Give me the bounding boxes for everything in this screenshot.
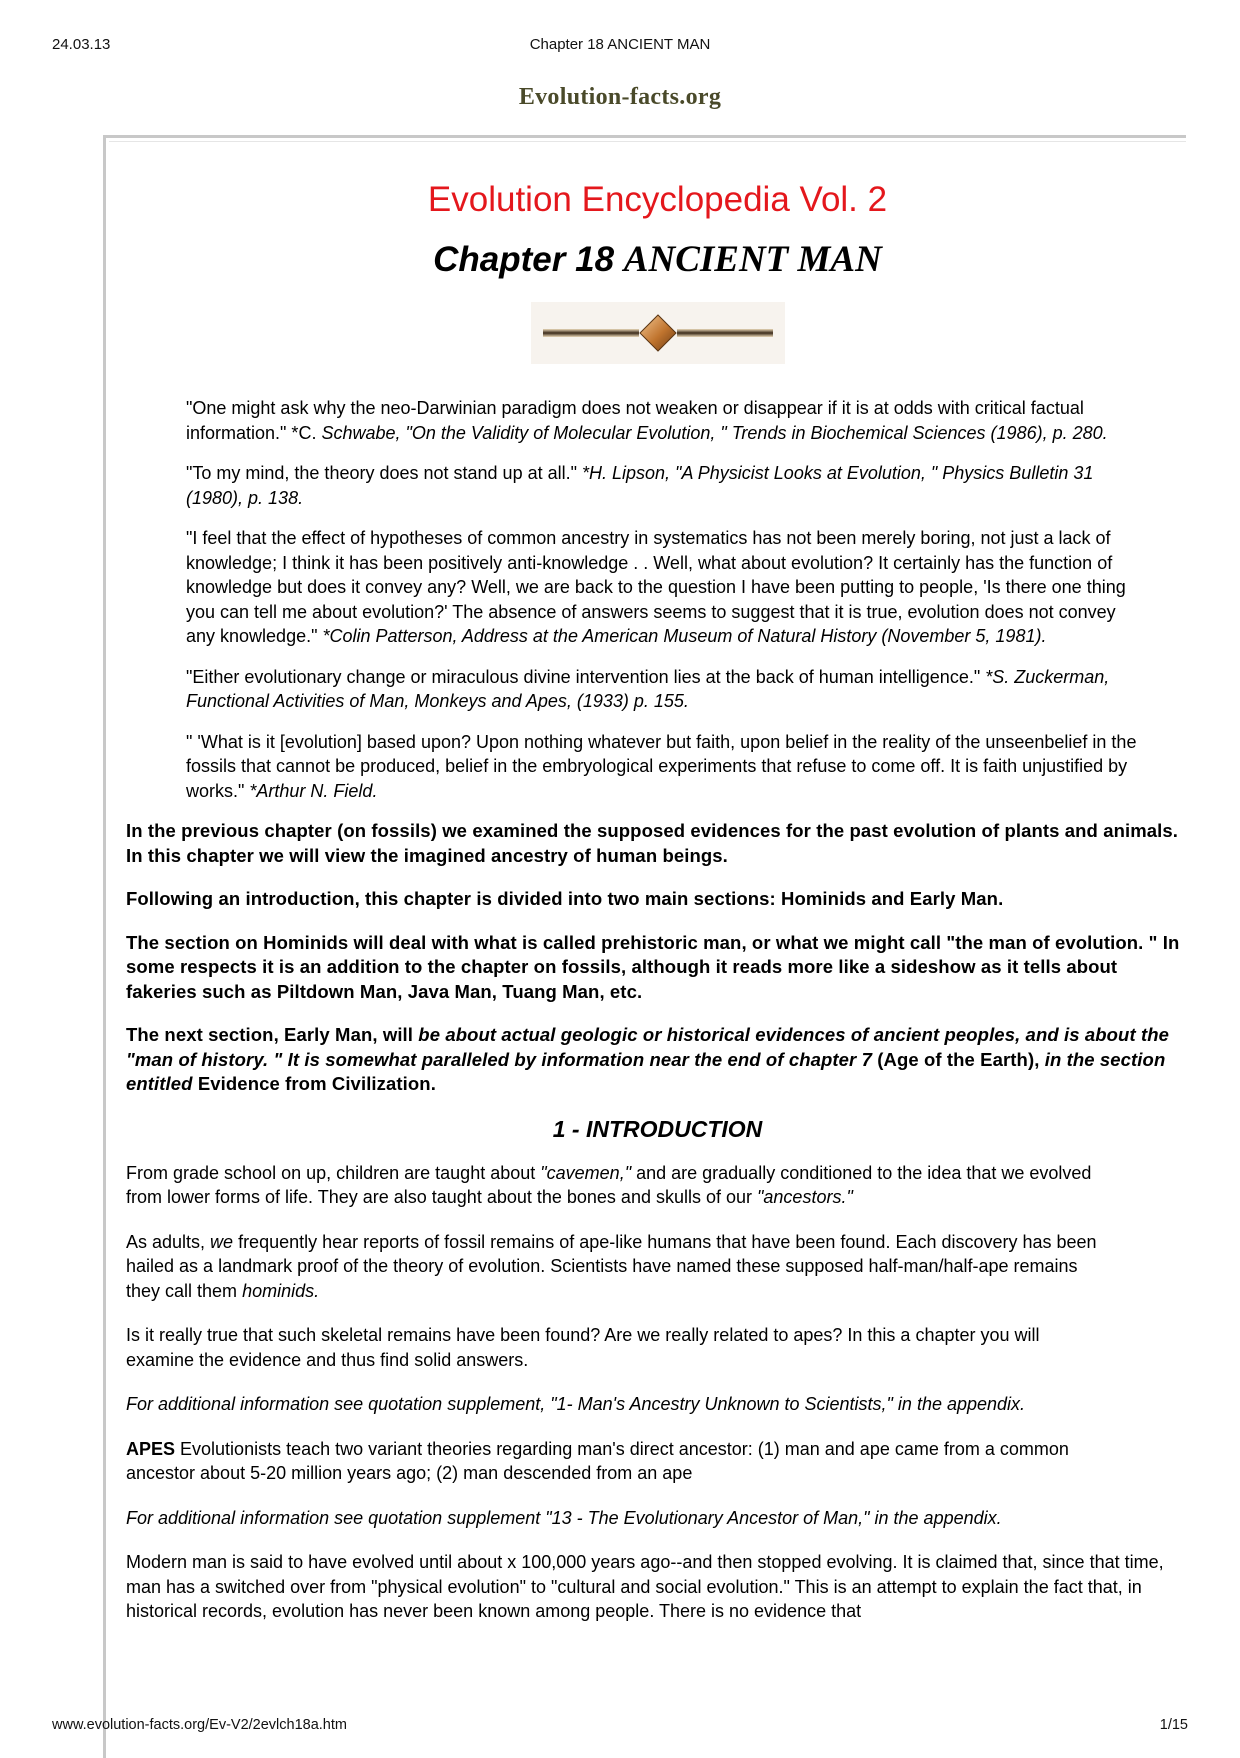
article [126, 138, 1186, 1644]
quote-item: " 'What is it [evolution] based upon? Upon nothing whatever but faith, upon belief in the reality of the unseenbelief in the fossils that cannot be produced, belief in the embryological experiments that refuse to come off. It is faith unjustified by works." *Arthur N. Field. [186, 731, 1137, 801]
print-title: Chapter 18 ANCIENT MAN [529, 36, 711, 53]
encyclopedia-title: Evolution Encyclopedia Vol. 2 [427, 180, 888, 219]
intro-paragraph: The next section, Early Man, will be about actual geologic or historical evidences of ancient peoples, and is about the "man of history. " It is somewhat paralleled by information near the end of chapter 7 (Age of the Earth), in the section entitled Evidence from Civilization. [126, 1024, 1170, 1094]
site-name-link[interactable]: Evolution-facts.org [518, 84, 722, 110]
quote-item: "I feel that the effect of hypotheses of common ancestry in systematics has not been merely boring, not just a lack of knowledge; I think it has been positively anti-knowledge . . Well, what about evolution? It certainly has the function of knowledge but does it convey any? Well, we are back to the question I have been putting to people, 'Is there one thing you can tell me about evolution?' The absence of answers seems to suggest that it is true, evolution does not convey any knowledge." *Colin Patterson, Address at the American Museum of Natural History (November 5, 1981). [186, 528, 1126, 646]
chapter-prefix: Chapter 18 [433, 240, 615, 279]
ornamental-divider [531, 302, 785, 364]
section-body [126, 1161, 1186, 1624]
chapter-intro [126, 819, 1186, 1097]
body-paragraph: Is it really true that such skeletal remains have been found? Are we really related to apes? In this a chapter you will examine the evidence and thus find solid answers. [126, 1325, 1040, 1370]
quote-item: "Either evolutionary change or miraculous divine intervention lies at the back of human intelligence." *S. Zuckerman, Functional Activities of Man, Monkeys and Apes, (1933) p. 155. [186, 666, 1110, 711]
section-heading: 1 - INTRODUCTION [552, 1115, 763, 1142]
chapter-title [126, 238, 1186, 282]
content-frame [103, 135, 1186, 1758]
intro-paragraph: In the previous chapter (on fossils) we examined the supposed evidences for the past evolution of plants and animals. In this chapter we will view the imagined ancestry of human beings. [126, 820, 1179, 866]
page-number: 1/15 [1159, 1717, 1188, 1733]
intro-paragraph: The section on Hominids will deal with what is called prehistoric man, or what we might call "the man of evolution. " In some respects it is an addition to the chapter on fossils, although it reads more like a sideshow as it tells about fakeries such as Piltdown Man, Java Man, Tuang Man, etc. [126, 931, 1180, 1002]
apes-label: APES [126, 1438, 176, 1459]
footer-url: www.evolution-facts.org/Ev-V2/2evlch18a.htm [52, 1717, 347, 1733]
body-paragraph: From grade school on up, children are taught about "cavemen," and are gradually conditioned to the idea that we evolved from lower forms of life. They are also taught about the bones and skulls of our "ancestors." [126, 1162, 1092, 1207]
quote-item: "One might ask why the neo-Darwinian paradigm does not weaken or disappear if it is at odds with critical factual information." *C. Schwabe, "On the Validity of Molecular Evolution, " Trends in Biochemical Sciences (1986), p. 280. [186, 398, 1108, 443]
quote-item: "To my mind, the theory does not stand up at all." *H. Lipson, "A Physicist Looks at Evolution, " Physics Bulletin 31 (1980), p. 138. [186, 463, 1094, 508]
body-paragraph: As adults, we frequently hear reports of fossil remains of ape-like humans that have been found. Each discovery has been hailed as a landmark proof of the theory of evolution. Scientists have named these supposed half-man/half-ape remains they call them hominids. [126, 1231, 1097, 1301]
body-paragraph: APES Evolutionists teach two variant theories regarding man's direct ancestor: (1) man and ape came from a common ancestor about 5-20 million years ago; (2) man descended from an ape [126, 1438, 1069, 1483]
chapter-name: ANCIENT MAN [623, 239, 882, 280]
body-paragraph: Modern man is said to have evolved until about x 100,000 years ago--and then stopped evolving. It is claimed that, since that time, man has a switched over from "physical evolution" to "cultural and social evolution." This is an attempt to explain the fact that, in historical records, evolution has never been known among people. There is no evidence that [126, 1552, 1164, 1621]
quote-block [186, 396, 1139, 803]
supplement-note: For additional information see quotation supplement, "1- Man's Ancestry Unknown to Scientists," in the appendix. [126, 1394, 1026, 1414]
print-date: 24.03.13 [52, 36, 111, 53]
intro-paragraph: Following an introduction, this chapter is divided into two main sections: Hominids and Early Man. [126, 888, 1004, 909]
supplement-note: For additional information see quotation supplement "13 - The Evolutionary Ancestor of Man," in the appendix. [126, 1507, 1002, 1528]
